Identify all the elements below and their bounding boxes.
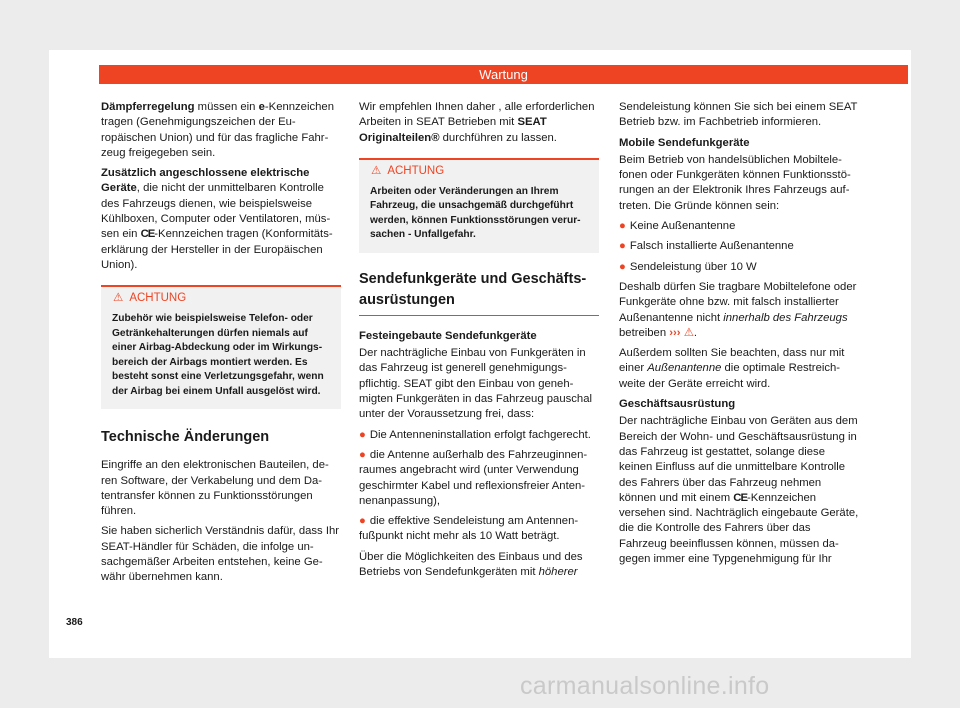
warning-header	[359, 158, 599, 182]
column-right	[619, 100, 859, 572]
bullet-icon: ●	[359, 448, 366, 461]
term-seat-originalteile: SEAT Originalteilen®	[359, 116, 547, 144]
text: die effektive Sendeleistung am Antennenfußpunkt nicht mehr als 10 Watt beträgt.	[359, 515, 579, 543]
paragraph-sendeleistung: Sendeleistung können Sie sich bei einem SEAT Betrieb bzw. im Fachbetrieb informieren.	[619, 101, 858, 129]
bullet-icon: ●	[359, 428, 366, 441]
column-left	[101, 100, 341, 591]
warning-triangle-icon: ⚠	[683, 326, 694, 339]
warning-title: ACHTUNG	[129, 292, 187, 305]
list-item	[359, 514, 599, 545]
text: , die nicht der unmittelbaren Kontrolle des Fahrzeugs dienen, wie beispielsweise Kühlboxen, Computer oder Ventilatoren, müssen ein	[101, 182, 331, 241]
text: Sendeleistung über 10 W	[629, 260, 757, 273]
section-header: Wartung	[99, 65, 908, 84]
paragraph-eingriffe: Eingriffe an den elektronischen Bauteilen, deren Software, der Verkabelung und dem Datentransfer können zu Funktionsstörungen führen.	[101, 459, 329, 518]
column-middle	[359, 100, 599, 585]
term-elektrische-geraete: Zusätzlich angeschlossene elektrische Geräte	[101, 167, 310, 195]
text: innerhalb des Fahrzeugs	[723, 311, 848, 324]
warning-box	[101, 285, 341, 409]
warning-header	[101, 285, 341, 309]
paragraph-geschaeftsausruestung	[619, 414, 859, 567]
text: .	[693, 326, 697, 339]
text: durchführen zu lassen.	[439, 131, 557, 144]
watermark: carmanualsonline.info	[520, 672, 770, 700]
warning-text: Arbeiten oder Veränderungen an Ihrem Fahrzeug, die unsachgemäß durchgeführt werden, können Funktionsstörungen verursachen - Unfallgefahr.	[370, 185, 581, 241]
bullet-icon: ●	[619, 220, 626, 233]
ce-mark-icon: CE	[140, 228, 155, 241]
list-item	[619, 239, 859, 254]
text: Deshalb dürfen Sie tragbare Mobiltelefone oder Funkgeräte ohne bzw. mit falsch installierter Außenantenne nicht	[619, 280, 857, 324]
page-number: 386	[66, 617, 83, 628]
paragraph-ausserdem	[619, 346, 859, 392]
list-item	[359, 448, 599, 509]
warning-triangle-icon: ⚠	[371, 164, 382, 177]
paragraph-elektrische-geraete	[101, 166, 341, 273]
warning-text: Zubehör wie beispielsweise Telefon- oder Getränkehalterungen dürfen niemals auf einer Airbag-Abdeckung oder im Wirkungsbereich der Airbags montiert werden. Es besteht sonst eine Verletzungsgefahr, wenn der Airbag bei einem Unfall ausgelöst wird.	[112, 313, 324, 397]
paragraph-mobiltelefone: Beim Betrieb von handelsüblichen Mobiltelefonen oder Funkgeräten können Funktionsstörungen an der Elektronik Ihres Fahrzeugs auftreten. Die Gründe können sein:	[619, 153, 851, 212]
bullet-icon: ●	[619, 240, 626, 253]
list-item	[359, 428, 599, 443]
text: Wir empfehlen Ihnen daher , alle erforderlichen Arbeiten in SEAT Betrieben mit	[359, 101, 595, 129]
paragraph-empfehlung	[359, 100, 599, 146]
text: -Kennzeichen tragen (Konformitätserklärung der Hersteller in der Europäischen Union).	[101, 228, 333, 271]
text: Außenantenne	[647, 362, 722, 375]
text: Der nachträgliche Einbau von Geräten aus dem Bereich der Wohn- und Geschäftsausrüstung in das Fahrzeug ist gestattet, solange diese keinen Einfluss auf die unmittelbare Kontrolle des Fahrers über das Fahrzeug nehmen können und mit einem	[619, 415, 858, 504]
text: Außerdem sollten Sie beachten, dass nur mit einer	[619, 347, 845, 375]
text: -Kennzeichen versehen sind. Nachträglich eingebaute Geräte, die die Kontrolle des Fahrers über das Fahrzeug beeinflussen können, müssen dagegen immer eine Typgenehmigung für Ihr	[619, 491, 859, 566]
paragraph-nachtraeglicher-einbau: Der nachträgliche Einbau von Funkgeräten in das Fahrzeug ist generell genehmigungspflichtig. SEAT gibt den Einbau von genehmigten Funkgeräten in das Fahrzeug pauschal unter der Voraussetzung frei, dass:	[359, 347, 592, 421]
text: Die Antenneninstallation erfolgt fachgerecht.	[369, 428, 591, 441]
subheading-mobile: Mobile Sendefunkgeräte	[619, 136, 750, 149]
text: die Antenne außerhalb des Fahrzeuginnenraumes angebracht wird (unter Verwendung geschirmter Kabel und reflexionsfreier Antennenanpassung),	[359, 448, 588, 507]
ce-mark-icon: CE	[733, 491, 747, 504]
list-item	[619, 260, 859, 275]
text: Falsch installierte Außenantenne	[629, 240, 794, 253]
warning-box	[359, 158, 599, 253]
text: -Kennzeichen tragen (Genehmigungszeichen der Europäischen Union) und für das fragliche Fahrzeug freigegeben sein.	[101, 101, 334, 159]
text: müssen ein	[194, 101, 259, 113]
cross-reference-link[interactable]: ›››	[669, 326, 681, 339]
warning-triangle-icon: ⚠	[113, 292, 124, 305]
e-mark: e	[258, 101, 265, 113]
text: Über die Möglichkeiten des Einbaus und des Betriebs von Sendefunkgeräten mit	[359, 550, 583, 579]
list-item	[619, 219, 859, 234]
paragraph-deshalb	[619, 280, 859, 341]
subheading-geschaeftsausruestung: Geschäftsausrüstung	[619, 398, 736, 411]
heading-sendefunkgeraete: Sendefunkgeräte und Geschäftsausrüstungen	[359, 269, 599, 316]
heading-technische-aenderungen: Technische Änderungen	[101, 429, 270, 446]
paragraph-moeglichkeiten	[359, 550, 599, 581]
bullet-icon: ●	[359, 515, 366, 528]
subheading-festeingebaute: Festeingebaute Sendefunkgeräte	[359, 329, 537, 342]
manual-page	[49, 50, 911, 658]
text: betreiben	[619, 326, 670, 339]
text: die optimale Restreichweite der Geräte erreicht wird.	[619, 362, 841, 390]
warning-title: ACHTUNG	[387, 164, 445, 177]
text: Keine Außenantenne	[629, 220, 736, 233]
paragraph-daempfer	[101, 100, 341, 161]
bullet-icon: ●	[619, 260, 626, 273]
term-daempferregelung: Dämpferregelung	[101, 101, 195, 113]
text: höherer	[538, 566, 578, 579]
paragraph-verstaendnis: Sie haben sicherlich Verständnis dafür, dass Ihr SEAT-Händler für Schäden, die infolge unsachgemäßer Arbeiten entstehen, keine Gewähr übernehmen kann.	[101, 525, 340, 584]
